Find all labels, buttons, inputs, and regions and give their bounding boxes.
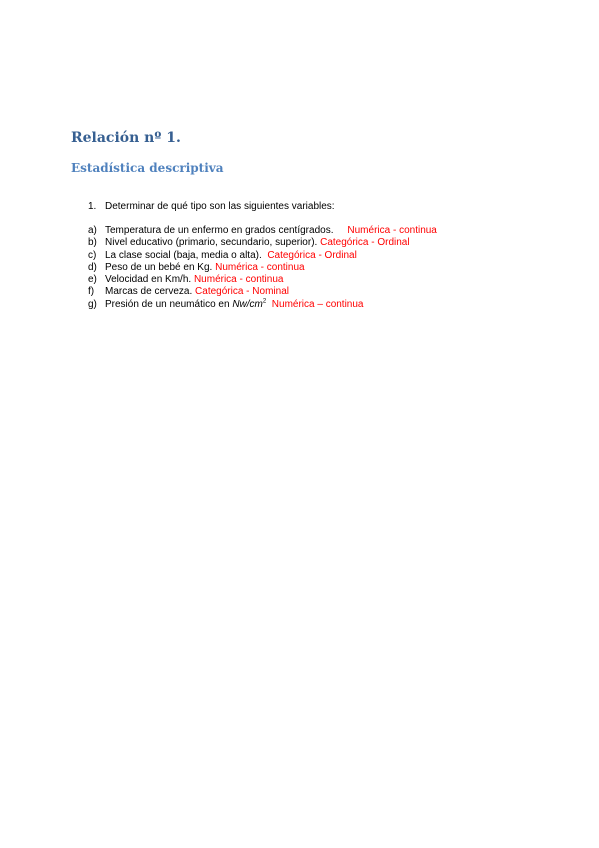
item-letter: a) [88,225,97,236]
item-answer: Categórica - Ordinal [320,237,410,249]
list-item [88,262,437,274]
item-answer: Numérica - continua [215,261,305,273]
item-answer: Categórica - Ordinal [267,249,357,261]
item-text: Presión de un neumático en [105,298,230,310]
document-title: Relación nº 1. [71,130,181,146]
variable-list [88,225,437,311]
list-item [88,250,437,262]
list-item [88,274,437,286]
item-letter: f) [88,286,95,298]
item-answer: Categórica - Nominal [195,286,289,298]
list-item [88,225,437,237]
list-item [88,237,437,249]
item-letter: d) [88,261,97,273]
list-item [88,286,437,298]
item-unit-superscript: 2 [262,298,267,305]
question-text: Determinar de qué tipo son las siguientes variables: [105,201,335,212]
document-subtitle: Estadística descriptiva [71,161,224,175]
item-text: Temperatura de un enfermo en grados centígrados. [105,225,334,236]
item-text: Nivel educativo (primario, secundario, superior). [105,237,318,249]
list-item [88,299,437,311]
item-text: La clase social (baja, media o alta). [105,249,262,261]
item-answer: Numérica - continua [347,225,437,236]
item-letter: b) [88,237,97,249]
item-letter: c) [88,249,97,261]
item-letter: g) [88,298,97,310]
item-answer: Numérica - continua [193,274,284,286]
question-number: 1. [88,201,97,212]
item-letter: e) [88,274,97,286]
item-unit: Nw/cm [232,298,263,310]
item-text: Peso de un bebé en Kg. [105,261,213,273]
item-text: Marcas de cerveza. [105,286,193,298]
item-answer: Numérica – continua [271,298,364,310]
question-1 [88,201,335,212]
item-text: Velocidad en Km/h. [105,274,192,286]
